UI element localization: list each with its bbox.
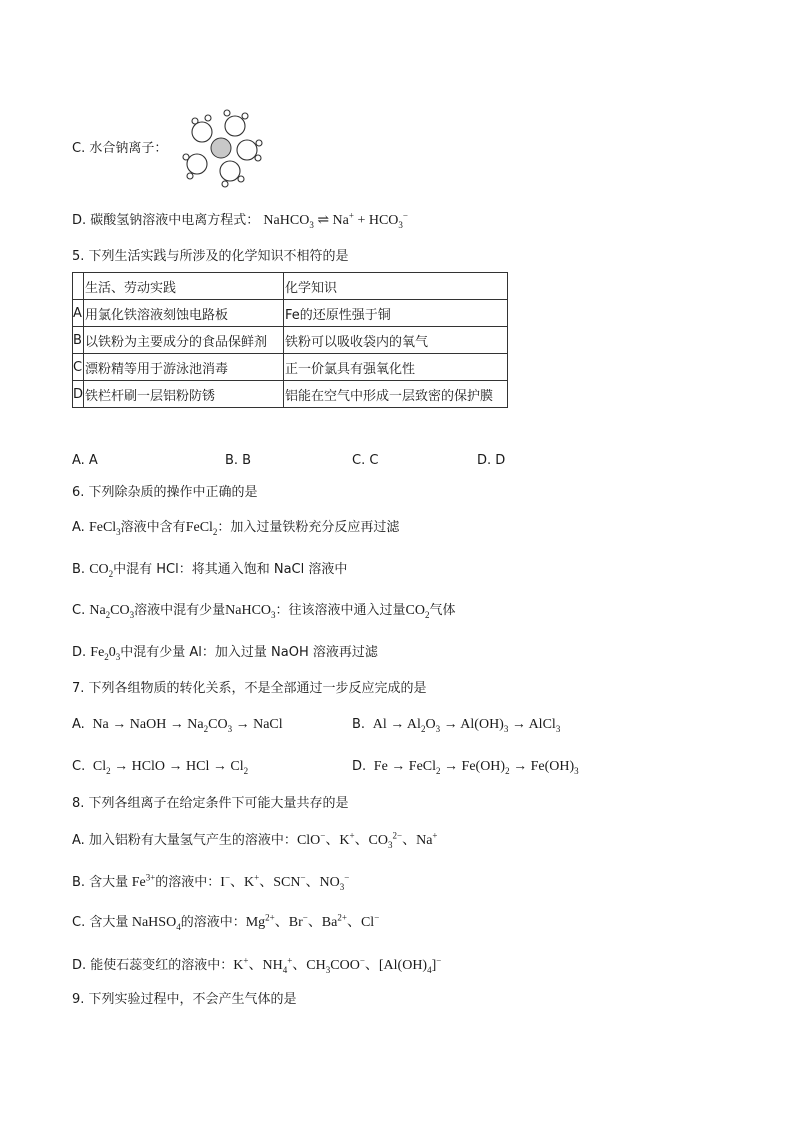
table-cell: 铝能在空气中形成一层致密的保护膜: [284, 381, 508, 408]
table-cell: D: [73, 381, 84, 408]
option-label: C.: [72, 603, 90, 618]
option-text: 中混有少量 Al：加入过量 NaOH 溶液再过滤: [120, 645, 378, 660]
table-cell: 用氯化铁溶液刻蚀电路板: [84, 300, 284, 327]
option-text: ：往该溶液中通入过量: [275, 603, 406, 618]
q5-option-b[interactable]: B. B: [225, 453, 252, 468]
q7-option-d[interactable]: D. Fe → FeCl$_2$ → $Fe(OH)_2 \to Fe(OH)_3$: [352, 759, 579, 776]
q7-option-c[interactable]: C. $Cl_2$ → HClO → HCl → $Cl_2$: [72, 759, 249, 776]
q6-option-d[interactable]: D. $Fe_20_3$中混有少量 Al：加入过量 NaOH 溶液再过滤: [72, 645, 378, 662]
nahco3-ionization-equation: NaHCO$_3$ ⇌ $Na^+ + HCO_3^-$: [263, 210, 408, 230]
option-text: 气体: [429, 603, 456, 618]
option-label: B.: [352, 717, 366, 732]
option-label: D.: [352, 759, 367, 774]
table-row: [73, 354, 508, 381]
q7-stem: 7. 下列各组物质的转化关系，不是全部通过一步反应完成的是: [72, 681, 427, 696]
q5-stem: 5. 下列生活实践与所涉及的化学知识不相符的是: [72, 249, 349, 264]
option-label: A.: [72, 520, 89, 535]
option-text: A. 加入铝粉有大量氢气产生的溶液中：: [72, 833, 297, 848]
q7-option-a[interactable]: A. Na → NaOH → $Na_2CO_3$ → NaCl: [72, 717, 283, 734]
table-cell: 正一价氯具有强氧化性: [284, 354, 508, 381]
option-text: 溶液中含有: [120, 520, 186, 535]
table-row: [73, 327, 508, 354]
q4-option-d: [72, 212, 408, 230]
table-cell: 漂粉精等用于游泳池消毒: [84, 354, 284, 381]
option-text: ：加入过量铁粉充分反应再过滤: [217, 520, 400, 535]
option-label: C.: [72, 759, 86, 774]
option-text: C. 含大量: [72, 915, 129, 930]
table-cell: 铁栏杆刷一层铝粉防锈: [84, 381, 284, 408]
q8-option-b[interactable]: B. 含大量 $Fe^{3+}$的溶液中：I−、K+、SCN−、$NO_3^-$: [72, 872, 350, 892]
option-text: 的溶液中：: [180, 915, 246, 930]
q4-option-c-label: C. 水合钠离子：: [72, 141, 168, 156]
q6-option-b[interactable]: B. $CO_2$中混有 HCl：将其通入饱和 NaCl 溶液中: [72, 562, 348, 579]
q8-stem: 8. 下列各组离子在给定条件下可能大量共存的是: [72, 796, 349, 811]
q5-table: [72, 272, 508, 408]
table-header-row: [73, 273, 508, 300]
q5-option-a[interactable]: A. A: [72, 453, 98, 468]
q7-option-b[interactable]: B. $Al \to Al_2O_3 \to Al(OH)_3$ → AlCl$_3$: [352, 717, 561, 734]
q6-stem: 6. 下列除杂质的操作中正确的是: [72, 485, 258, 500]
table-cell: A: [73, 300, 84, 327]
option-label: A.: [72, 717, 85, 732]
option-text: 中混有 HCl：将其通入饱和 NaCl 溶液中: [113, 562, 348, 577]
table-row: [73, 300, 508, 327]
table-header-practice: 生活、劳动实践: [84, 273, 284, 300]
table-cell: B: [73, 327, 84, 354]
table-cell: 铁粉可以吸收袋内的氧气: [284, 327, 508, 354]
table-cell: 以铁粉为主要成分的食品保鲜剂: [84, 327, 284, 354]
q6-option-c[interactable]: C. $Na_2CO_3$溶液中混有少量NaHCO$_3$：往该溶液中通入过量$CO_2$气体: [72, 603, 456, 620]
option-text: D. 能使石蕊变红的溶液中：: [72, 958, 234, 973]
option-text: 溶液中混有少量: [134, 603, 226, 618]
table-cell: C: [73, 354, 84, 381]
q8-option-a[interactable]: A. 加入铝粉有大量氢气产生的溶液中：ClO−、K+、$CO_3^{2-}$、Na+: [72, 830, 438, 850]
q5-option-d[interactable]: D. D: [477, 453, 506, 468]
table-row: [73, 381, 508, 408]
q4-option-d-label: D. 碳酸氢钠溶液中电离方程式：: [72, 213, 260, 228]
option-label: D.: [72, 645, 91, 660]
hydrated-sodium-ion-diagram: [175, 106, 265, 190]
table-cell: Fe的还原性强于铜: [284, 300, 508, 327]
q5-option-c[interactable]: C. C: [352, 453, 379, 468]
q6-option-a[interactable]: A. FeCl$_3$溶液中含有FeCl$_2$：加入过量铁粉充分反应再过滤: [72, 520, 400, 537]
option-text: 的溶液中：: [155, 875, 221, 890]
table-cell: [73, 273, 84, 300]
q8-option-c[interactable]: C. 含大量 NaHSO$_4$的溶液中：$Mg^{2+}$、Br−、$Ba^{2+}$、Cl−: [72, 912, 380, 932]
q9-stem: 9. 下列实验过程中，不会产生气体的是: [72, 992, 297, 1007]
q8-option-d[interactable]: D. 能使石蕊变红的溶液中：K+、$NH_4^+$、$CH_3COO^-$、$[Al(OH)_4]^-$: [72, 955, 442, 975]
option-text: B. 含大量: [72, 875, 129, 890]
option-label: B.: [72, 562, 90, 577]
table-header-knowledge: 化学知识: [284, 273, 508, 300]
